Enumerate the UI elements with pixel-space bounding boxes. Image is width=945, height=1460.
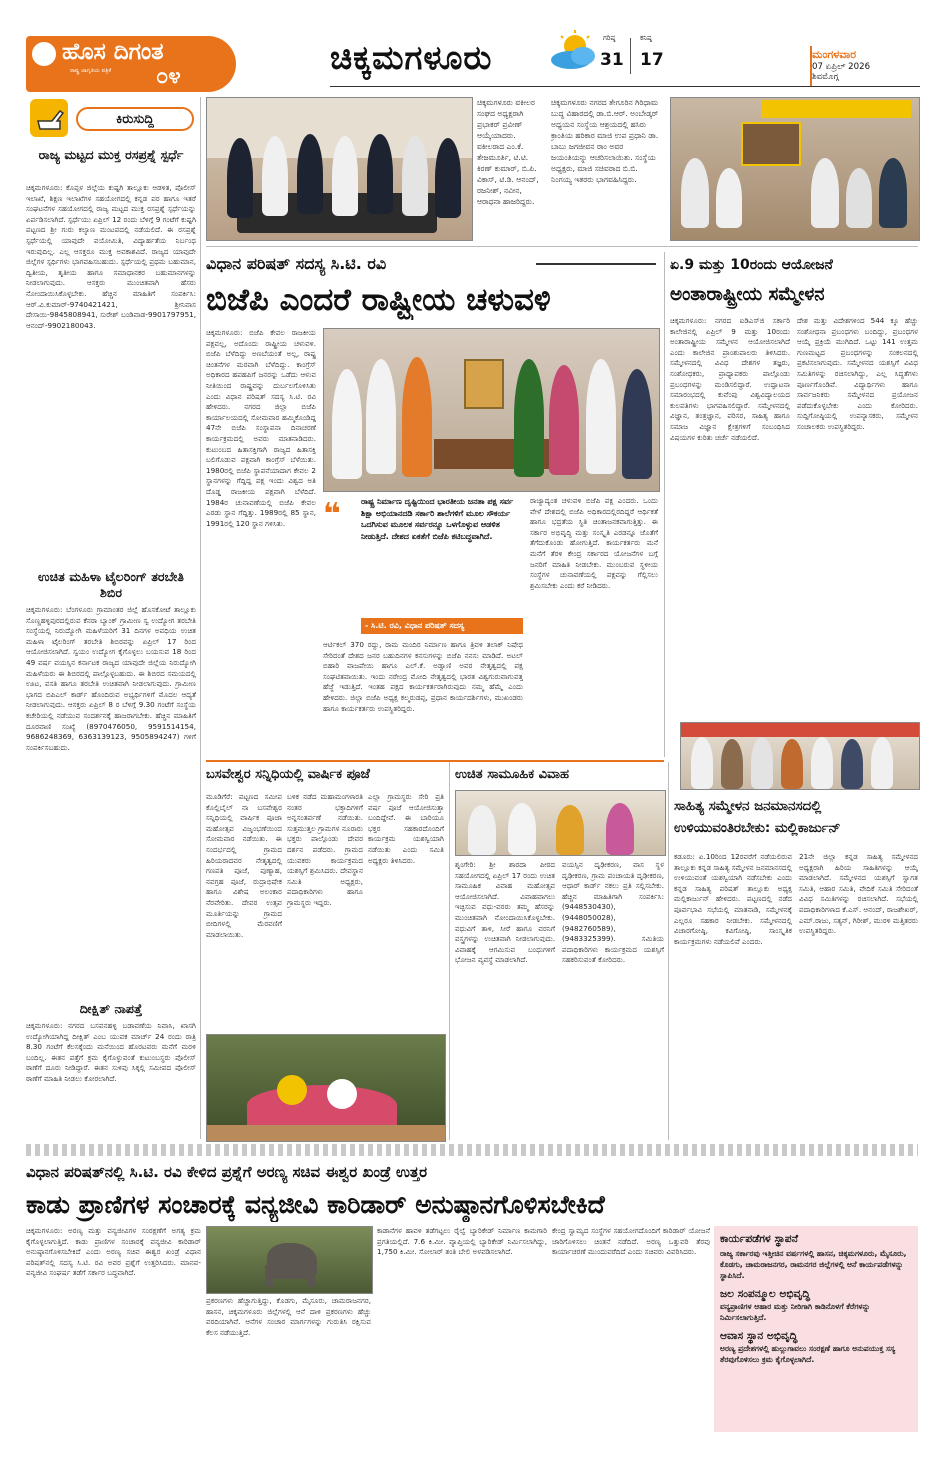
photo-caption: ಚಿಕ್ಕಮಗಳೂರು ನಗರದ ತೇಗೂರಿನ ಗಿರಿಧಾಮ ಬುದ್ಧ ವಿಹಾರದಲ್ಲಿ ಡಾ.ಬಿ.ಆರ್. ಅಂಬೇಡ್ಕರ್ ಅಧ್ಯಯನ ಸಂಸ್ಥೆಯ ಆಶ್ರಯದಲ್ಲಿ ಹಸಿರು ಕ್ರಾಂತಿಯ ಹರಿಕಾರ ಮಾಜಿ ಉಪ ಪ್ರಧಾನಿ ಡಾ. ಬಾಬು ಜಗಜೀವನ ರಾಂ ಅವರ ಜಯಂತಿಯನ್ನು ಆಚರಿಸಲಾಯಿತು. ಸಂಸ್ಥೆಯ ಅಧ್ಯಕ್ಷರು, ಮಾಜಿ ಸಚಿವರಾದ ಬಿ.ಬಿ. ನಿಂಗಯ್ಯ ಇತರರು ಭಾಗವಹಿಸಿದ್ದರು. [551, 98, 659, 184]
basaveshwara-headline: ಬಸವೇಶ್ವರ ಸನ್ನಿಧಿಯಲ್ಲಿ ವಾರ್ಷಿಕ ಪೂಜೆ [206, 767, 370, 782]
karyapade-box [714, 1226, 918, 1432]
section-band [26, 1144, 918, 1156]
lead-headline: ಬಿಜೆಪಿ ಎಂದರೆ ರಾಷ್ಟ್ರೀಯ ಚಳುವಳಿ [206, 282, 551, 318]
column-divider [664, 252, 665, 757]
city-title: ಚಿಕ್ಕಮಗಳೂರು [330, 38, 493, 77]
story-body: ಚಿಕ್ಕಮಗಳೂರು: ಕೊಪ್ಪಳ ಜಿಲ್ಲೆಯ ಕುಷ್ಟಗಿ ತಾಲ್ಲೂಕು ಆಡಳಿತ, ಪೊಲೀಸ್ ಇಲಾಖೆ, ಶಿಕ್ಷಣ ಇಲಾಖೆಗಳ ಸಹಯೋಗದಲ್ಲಿ ಕನ್ನಡ ಪರ ಹಾಗೂ ಇತರೆ ಸಂಘಟನೆಗಳ ಸಹಯೋಗದಲ್ಲಿ ರಾಜ್ಯ ಮಟ್ಟದ ಮುಕ್ತ ರಸಪ್ರಶ್ನೆ ಸ್ಪರ್ಧೆಯನ್ನು ಏರ್ಪಡಿಸಲಾಗಿದೆ. ಸ್ಪರ್ಧೆಯು ಏಪ್ರಿಲ್ 12 ರಂದು ಬೆಳಿಗ್ಗೆ 9 ಗಂಟೆಗೆ ಕುಷ್ಟಗಿ ಪಟ್ಟಣದ ಶ್ರೀ ಗುರು ಕಲ್ಯಾಣ ಮಂಟಪದಲ್ಲಿ ನಡೆಯಲಿದೆ. ಈ ರಸಪ್ರಶ್ನೆ ಸ್ಪರ್ಧೆಯಲ್ಲಿ ಯಾವುದೇ ವಯೋಮಿತಿ, ವಿದ್ಯಾರ್ಹತೆಯ ನಿರ್ಬಂಧ ಇರುವುದಿಲ್ಲ. ಎಲ್ಲ ಆಸಕ್ತರೂ ಮುಕ್ತ ಅವಕಾಶವಿದೆ. ರಾಜ್ಯದ ಯಾವುದೇ ಜಿಲ್ಲೆಗಳ ಸ್ಪರ್ಧಿಗಳು ಭಾಗವಹಿಸಬಹುದು. ಸ್ಪರ್ಧೆಯಲ್ಲಿ ಪ್ರಥಮ ಬಹುಮಾನ, ದ್ವಿತೀಯ, ತೃತೀಯ ಹಾಗೂ ಸಮಾಧಾನಕರ ಬಹುಮಾನಗಳನ್ನು ನೀಡಲಾಗುವುದು. ಆಸಕ್ತರು ಮುಂಚಿತವಾಗಿ ಹೆಸರು ನೋಂದಾಯಿಸಿಕೊಳ್ಳಬೇಕು. ಹೆಚ್ಚಿನ ಮಾಹಿತಿಗೆ ಸಂಪರ್ಕಿಸಿ: ಆರ್.ವಿ.ಕುಮಾರ್-9740421421, ಶ್ರೀನಿವಾಸ ದೇಸಾಯಿ-9845808941, ಸುರೇಶ್ ಬಂಡಿವಾಡ-9901797951, ಆನಂದ್-9902180043. [26, 183, 196, 330]
pointing-hand-icon [30, 99, 68, 137]
seminar-headline: ಅಂತಾರಾಷ್ಟ್ರೀಯ ಸಮ್ಮೇಳನ [670, 284, 825, 305]
marriage-press-photo [455, 790, 666, 856]
forest-kicker: ವಿಧಾನ ಪರಿಷತ್‌ನಲ್ಲಿ ಸಿ.ಟಿ. ರವಿ ಕೇಳಿದ ಪ್ರಶ್ನೆಗೆ ಅರಣ್ಯ ಸಚಿವ ಈಶ್ವರ ಖಂಡ್ರೆ ಉತ್ತರ [26, 1163, 428, 1181]
section-rule [206, 246, 918, 247]
sahitya-headline: ಸಾಹಿತ್ಯ ಸಮ್ಮೇಳನ ಜನಮಾನಸದಲ್ಲಿ ಉಳಿಯುವಂತಿರಬೇಕು: ಮಲ್ಲಿಕಾರ್ಜುನ್ [674, 799, 841, 836]
story-title: ರಾಜ್ಯ ಮಟ್ಟದ ಮುಕ್ತ ರಸಪ್ರಶ್ನೆ ಸ್ಪರ್ಧೆ [38, 147, 184, 162]
kirusuddi-column [26, 97, 196, 1139]
photo-caption: ಚಿಕ್ಕಮಗಳೂರು ವಕೀಲರ ಸಂಘದ ಅಧ್ಯಕ್ಷರಾಗಿ ಪ್ರಭಾಕರ್ ಪ್ರವೀಣ್ ಆಯ್ಕೆಯಾದರು. ವಕೀಲರಾದ ಎಂ.ಕೆ. ತೇಜಮೂರ್ತಿ, ಟಿ.ಟಿ. ಕಿರಣ್ ಕುಮಾರ್, ಬಿ.ಪಿ. ವಿಕಾಸ್, ಟಿ.ಡಿ. ಆನಂದ್, ರಜನೀಶ್, ನವೀನ, ಆರಾಧನಾ ಹಾಜರಿದ್ದರು. [477, 98, 539, 206]
lead-column-3: ರಾಜ್ಯಾದ್ಯಂತ ಚಳುವಳಿ ಬಿಜೆಪಿ ಪಕ್ಷ ಎಂದರು. ಒಂದು ವೇಳೆ ದೇಶದಲ್ಲಿ ಬಿಜೆಪಿ ಅಧಿಕಾರದಲ್ಲಿರದಿದ್ದರೆ ಆರ್ಥಿಕತೆ ಹಾಗೂ ಭದ್ರತೆಯ ಸ್ಥಿತಿ ಚಿಂತಾಜನಕವಾಗುತ್ತಿತ್ತು. ಈ ಸರ್ಕಾರ ಅಭಿವೃದ್ಧಿ ಮತ್ತು ಸಂಸ್ಕೃತಿ ಎರಡನ್ನೂ ಜೊತೆಗೆ ತೆಗೆದುಕೊಂಡು ಹೋಗುತ್ತಿದೆ. ಕಾರ್ಯಕರ್ತರು ಮನೆ ಮನೆಗೆ ತೆರಳಿ ಕೇಂದ್ರ ಸರ್ಕಾರದ ಯೋಜನೆಗಳ ಬಗ್ಗೆ ಜನರಿಗೆ ಮಾಹಿತಿ ನೀಡಬೇಕು. ಮುಂಬರುವ ಸ್ಥಳೀಯ ಸಂಸ್ಥೆಗಳ ಚುನಾವಣೆಯಲ್ಲಿ ಪಕ್ಷವನ್ನು ಗೆಲ್ಲಿಸಲು ಶ್ರಮಿಸಬೇಕು ಎಂದು ಕರೆ ನೀಡಿದರು. [530, 496, 658, 590]
pull-quote [323, 496, 523, 636]
temp-min: 17 [640, 50, 664, 70]
elephant-photo [206, 1226, 373, 1294]
weather-icon [545, 30, 605, 74]
karyapade-sub1-title: ಜಲ ಸಂಪನ್ಮೂಲ ಅಭಿವೃದ್ಧಿ [720, 1288, 810, 1300]
seminar-column-1: ಚಿಕ್ಕಮಗಳೂರು: ನಗರದ ಐಡಿಎಸ್‌ಜಿ ಸರ್ಕಾರಿ ಕಾಲೇಜಿನಲ್ಲಿ ಏಪ್ರಿಲ್ 9 ಮತ್ತು 10ರಂದು ಅಂತಾರಾಷ್ಟ್ರೀಯ ಸಮ್ಮೇಳನ ಆಯೋಜಿಸಲಾಗಿದೆ ಎಂದು ಕಾಲೇಜಿನ ಪ್ರಾಂಶುಪಾಲರು ತಿಳಿಸಿದರು. ಸಮ್ಮೇಳನದಲ್ಲಿ ವಿವಿಧ ದೇಶಗಳ ತಜ್ಞರು, ಸಂಶೋಧಕರು, ಪ್ರಾಧ್ಯಾಪಕರು ಪಾಲ್ಗೊಂಡು ಪ್ರಬಂಧಗಳನ್ನು ಮಂಡಿಸಲಿದ್ದಾರೆ. ಉದ್ಘಾಟನಾ ಸಮಾರಂಭದಲ್ಲಿ ಕುವೆಂಪು ವಿಶ್ವವಿದ್ಯಾಲಯದ ಕುಲಪತಿಗಳು ಭಾಗವಹಿಸಲಿದ್ದಾರೆ. ಸಮ್ಮೇಳನದಲ್ಲಿ ವಿಜ್ಞಾನ, ತಂತ್ರಜ್ಞಾನ, ಪರಿಸರ, ಸಾಹಿತ್ಯ ಹಾಗೂ ಸಮಾಜ ವಿಜ್ಞಾನ ಕ್ಷೇತ್ರಗಳಿಗೆ ಸಂಬಂಧಿಸಿದ ವಿಷಯಗಳ ಕುರಿತು ಚರ್ಚೆ ನಡೆಯಲಿದೆ. [670, 316, 790, 442]
quote-mark-icon: ❝ [323, 497, 341, 532]
basaveshwara-column-2: ಬಳಿಕ ನಡೆದ ಮಹಾಮಂಗಳಾರತಿ ನಂತರ ಭಕ್ತಾದಿಗಳಿಗೆ ಅನ್ನಸಂತರ್ಪಣೆ ನಡೆಯಿತು. ಸುತ್ತಮುತ್ತಲ ಗ್ರಾಮಗಳ ನೂರಾರು ಭಕ್ತರು ಪಾಲ್ಗೊಂಡು ದೇವರ ದರ್ಶನ ಪಡೆದರು. ಗ್ರಾಮದ ಯುವಕರು ಕಾರ್ಯಕ್ರಮದ ಯಶಸ್ಸಿಗೆ ಶ್ರಮಿಸಿದರು. ದೇವಸ್ಥಾನ ಸಮಿತಿ ಅಧ್ಯಕ್ಷರು, ಪದಾಧಿಕಾರಿಗಳು ಹಾಗೂ ಗ್ರಾಮಸ್ಥರು ಇದ್ದರು. [287, 792, 363, 907]
lawyers-association-photo [206, 97, 473, 241]
karyapade-body: ರಾಜ್ಯ ಸರ್ಕಾರವು ಇತ್ತೀಚಿನ ವರ್ಷಗಳಲ್ಲಿ ಹಾಸನ, ಚಿಕ್ಕಮಗಳೂರು, ಮೈಸೂರು, ಕೊಡಗು, ಚಾಮರಾಜನಗರ, ರಾಮನಗರ ಜಿಲ್ಲೆಗಳಲ್ಲಿ ಆನೆ ಕಾರ್ಯಪಡೆಗಳನ್ನು ಸ್ಥಾಪಿಸಿದೆ. [720, 1249, 907, 1280]
column-divider [200, 97, 201, 1139]
karyapade-sub2-title: ಆವಾಸ ಸ್ಥಾನ ಅಭಿವೃದ್ಧಿ [720, 1330, 798, 1342]
basaveshwara-column-1: ಮೂಡಿಗೆರೆ: ಪಟ್ಟಣದ ಸಮೀಪ ಕೊಲ್ಲಿಬೈಲ್ ನಾ ಬಸವೇಶ್ವರ ಸನ್ನಿಧಿಯಲ್ಲಿ ವಾರ್ಷಿಕ ಪೂಜಾ ಮಹೋತ್ಸವ ವಿಜೃಂಭಣೆಯಿಂದ ಸೋಮವಾರ ನಡೆಯಿತು. ಈ ಸಂದರ್ಭದಲ್ಲಿ ಗ್ರಾಮದ ಹಿರಿಯರಾದವರ ನೇತೃತ್ವದಲ್ಲಿ ಗಣಪತಿ ಪೂಜೆ, ಪುಣ್ಯಾಹ, ನವಗ್ರಹ ಪೂಜೆ, ರುದ್ರಾಭಿಷೇಕ ಹಾಗೂ ವಿಶೇಷ ಅಲಂಕಾರ ನೆರವೇರಿತು. ದೇವರ ಉತ್ಸವ ಮೂರ್ತಿಯನ್ನು ಗ್ರಾಮದ ಬೀದಿಗಳಲ್ಲಿ ಮೆರವಣಿಗೆ ಮಾಡಲಾಯಿತು. [206, 792, 282, 939]
karyapade-sub2-body: ಅರಣ್ಯ ಪ್ರದೇಶಗಳಲ್ಲಿ ಹುಲ್ಲುಗಾವಲು ಸಂರಕ್ಷಣೆ ಹಾಗೂ ಅನುಪಯುಕ್ತ ಸಸ್ಯ ತೆರವುಗೊಳಿಸಲು ಕ್ರಮ ಕೈಗೊಳ್ಳಲಾಗಿದೆ. [720, 1344, 896, 1364]
seminar-column-2: ದೇಶ ಮತ್ತು ವಿದೇಶಗಳಿಂದ 544 ಕ್ಕೂ ಹೆಚ್ಚು ಸಂಶೋಧನಾ ಪ್ರಬಂಧಗಳು ಬಂದಿದ್ದು, ಪ್ರಬಂಧಗಳ ಆಯ್ಕೆ ಪ್ರಕ್ರಿಯೆ ಮುಗಿದಿದೆ. ಒಟ್ಟು 141 ಉತ್ತಮ ಗುಣಮಟ್ಟದ ಪ್ರಬಂಧಗಳನ್ನು ಸಂಕಲನದಲ್ಲಿ ಪ್ರಕಟಿಸಲಾಗುವುದು. ಸಮ್ಮೇಳನದ ಯಶಸ್ಸಿಗೆ ವಿವಿಧ ಸಮಿತಿಗಳನ್ನು ರಚಿಸಲಾಗಿದ್ದು, ಎಲ್ಲ ಸಿದ್ಧತೆಗಳು ಪೂರ್ಣಗೊಂಡಿವೆ. ವಿದ್ಯಾರ್ಥಿಗಳು ಹಾಗೂ ಸಾರ್ವಜನಿಕರು ಸಮ್ಮೇಳನದ ಪ್ರಯೋಜನ ಪಡೆದುಕೊಳ್ಳಬೇಕು ಎಂದು ಕೋರಿದರು. ಸುದ್ದಿಗೋಷ್ಠಿಯಲ್ಲಿ ಉಪನ್ಯಾಸಕರು, ಸಮ್ಮೇಳನ ಸಂಚಾಲಕರು ಉಪಸ್ಥಿತರಿದ್ದರು. [797, 316, 918, 431]
basaveshwara-column-3: ಎಲ್ಲಾ ಗ್ರಾಮಸ್ಥರು ಸೇರಿ ಪ್ರತಿ ವರ್ಷ ಪೂಜೆ ಆಯೋಜಿಸುತ್ತಾ ಬಂದಿದ್ದೇವೆ. ಈ ಬಾರಿಯೂ ಭಕ್ತರ ಸಹಕಾರದೊಂದಿಗೆ ಕಾರ್ಯಕ್ರಮ ಯಶಸ್ವಿಯಾಗಿ ನಡೆಯಿತು ಎಂದು ಸಮಿತಿ ಅಧ್ಯಕ್ಷರು ತಿಳಿಸಿದರು. [368, 792, 444, 865]
forest-column-1: ಚಿಕ್ಕಮಗಳೂರು: ಅರಣ್ಯ ಮತ್ತು ವನ್ಯಜೀವಿಗಳ ಸಂರಕ್ಷಣೆಗೆ ಅಗತ್ಯ ಕ್ರಮ ಕೈಗೊಳ್ಳಲಾಗುತ್ತಿದೆ. ಕಾಡು ಪ್ರಾಣಿಗಳ ಸಂಚಾರಕ್ಕೆ ವನ್ಯಜೀವಿ ಕಾರಿಡಾರ್ ಅನುಷ್ಠಾನಗೊಳಿಸಬೇಕಿದೆ ಎಂದು ಅರಣ್ಯ ಸಚಿವ ಈಶ್ವರ ಖಂಡ್ರೆ ವಿಧಾನ ಪರಿಷತ್‌ನಲ್ಲಿ ಸದಸ್ಯ ಸಿ.ಟಿ. ರವಿ ಅವರ ಪ್ರಶ್ನೆಗೆ ಉತ್ತರಿಸಿದರು. ಮಾನವ-ವನ್ಯಜೀವಿ ಸಂಘರ್ಷ ತಡೆಗೆ ಸರ್ಕಾರ ಬದ್ಧವಾಗಿದೆ. [26, 1226, 201, 1278]
sahitya-column-2: 21ನೇ ಜಿಲ್ಲಾ ಕನ್ನಡ ಸಾಹಿತ್ಯ ಸಮ್ಮೇಳನದ ಅಧ್ಯಕ್ಷರಾಗಿ ಹಿರಿಯ ಸಾಹಿತಿಗಳನ್ನು ಆಯ್ಕೆ ಮಾಡಲಾಗಿದೆ. ಸಮ್ಮೇಳನದ ಯಶಸ್ಸಿಗೆ ಸ್ವಾಗತ ಸಮಿತಿ, ಆಹಾರ ಸಮಿತಿ, ವೇದಿಕೆ ಸಮಿತಿ ಸೇರಿದಂತೆ ವಿವಿಧ ಸಮಿತಿಗಳನ್ನು ರಚಿಸಲಾಗಿದೆ. ಸಭೆಯಲ್ಲಿ ಪದಾಧಿಕಾರಿಗಳಾದ ಕೆ.ಎಸ್. ಆನಂದ್, ರಾಜಶೇಖರ್, ಎಮ್.ರಾಜು, ಸತ್ಯನ್, ಗಿರೀಶ್, ಮುರಳಿ ಮತ್ತಿತರರು ಉಪಸ್ಥಿತರಿದ್ದರು. [799, 852, 918, 936]
kirusuddi-header [26, 97, 196, 143]
lead-column-2: ಆರ್ಟಿಕಲ್ 370 ರದ್ದು, ರಾಮ ಮಂದಿರ ನಿರ್ಮಾಣ ಹಾಗೂ ತ್ರಿವಳಿ ತಲಾಕ್ ನಿಷೇಧ ಸೇರಿದಂತೆ ದೇಶದ ಜನರ ಬಹುದಿನಗಳ ಕನಸುಗಳನ್ನು ಬಿಜೆಪಿ ನನಸು ಮಾಡಿದೆ. ಅಟಲ್ ಬಿಹಾರಿ ವಾಜಪೇಯಿ ಹಾಗೂ ಎಲ್.ಕೆ. ಅಡ್ವಾಣಿ ಅವರ ನೇತೃತ್ವದಲ್ಲಿ ಪಕ್ಷ ಸಂಘಟಿತವಾಯಿತು. ಇಂದು ನರೇಂದ್ರ ಮೋದಿ ನೇತೃತ್ವದಲ್ಲಿ ಭಾರತ ವಿಶ್ವಗುರುವಾಗುವತ್ತ ಹೆಜ್ಜೆ ಇಡುತ್ತಿದೆ. ಇಂತಹ ಪಕ್ಷದ ಕಾರ್ಯಕರ್ತರಾಗಿರುವುದು ನಮ್ಮ ಹೆಮ್ಮೆ ಎಂದು ಹೇಳಿದರು. ಜಿಲ್ಲಾ ಬಿಜೆಪಿ ಅಧ್ಯಕ್ಷ ಕಲ್ಮರುಡಪ್ಪ, ಪ್ರಧಾನ ಕಾರ್ಯದರ್ಶಿಗಳು, ಮುಖಂಡರು ಹಾಗೂ ಕಾರ್ಯಕರ್ತರು ಉಪಸ್ಥಿತರಿದ್ದರು. [323, 640, 523, 713]
temp-max-label: ಗರಿಷ್ಠ [603, 34, 616, 42]
press-meet-photo [680, 722, 920, 790]
karyapade-sub1-body: ವನ್ಯಪ್ರಾಣಿಗಳ ಆಹಾರ ಮತ್ತು ನೀರಿಗಾಗಿ ಕಾಡಿನೊಳಗೆ ಕೆರೆಗಳನ್ನು ನಿರ್ಮಿಸಲಾಗುತ್ತಿದೆ. [720, 1302, 871, 1322]
emblem-icon [32, 42, 56, 66]
brand-logo [26, 36, 236, 92]
temp-min-label: ಕನಿಷ್ಠ [640, 34, 652, 42]
temp-max: 31 [600, 50, 624, 70]
story-body: ಚಿಕ್ಕಮಗಳೂರು: ನಗರದ ಬಸವನಹಳ್ಳಿ ಬಡಾವಣೆಯ ನಿವಾಸಿ, ಖಾಸಗಿ ಉದ್ಯೋಗಿಯಾಗಿದ್ದ ದೀಕ್ಷಿತ್ ಎಂಬ ಯುವಕ ಮಾರ್ಚ್ 24 ರಂದು ರಾತ್ರಿ 8.30 ಗಂಟೆಗೆ ಕೆಲಸಕ್ಕೆಂದು ಮನೆಯಿಂದ ಹೊರಟವರು ಮನೆಗೆ ಮರಳಿ ಬಂದಿಲ್ಲ. ಈತನ ಪತ್ತೆಗೆ ಕ್ರಮ ಕೈಗೊಳ್ಳುವಂತೆ ಕುಟುಂಬಸ್ಥರು ಪೊಲೀಸ್ ಠಾಣೆಗೆ ದೂರು ನೀಡಿದ್ದಾರೆ. ಈತನ ಸುಳಿವು ಸಿಕ್ಕಲ್ಲಿ ಸಮೀಪದ ಪೊಲೀಸ್ ಠಾಣೆಗೆ ಮಾಹಿತಿ ನೀಡಲು ಕೋರಲಾಗಿದೆ. [26, 1021, 196, 1083]
brand-tagline: ರಾಷ್ಟ್ರ ಜಾಗೃತಿಯ ಪತ್ರಿಕೆ [70, 68, 112, 74]
weekday: ಮಂಗಳವಾರ [812, 48, 857, 61]
sahitya-column-1: ಕಡೂರು: ಏ.10ರಿಂದ 12ರವರೆಗೆ ನಡೆಯಲಿರುವ ತಾಲ್ಲೂಕು ಕನ್ನಡ ಸಾಹಿತ್ಯ ಸಮ್ಮೇಳನ ಜನಮಾನಸದಲ್ಲಿ ಉಳಿಯುವಂತೆ ಯಶಸ್ವಿಯಾಗಿ ನಡೆಸಬೇಕು ಎಂದು ಕನ್ನಡ ಸಾಹಿತ್ಯ ಪರಿಷತ್ ತಾಲ್ಲೂಕು ಅಧ್ಯಕ್ಷ ಮಲ್ಲಿಕಾರ್ಜುನ್ ಹೇಳಿದರು. ಪಟ್ಟಣದಲ್ಲಿ ನಡೆದ ಪೂರ್ವಭಾವಿ ಸಭೆಯಲ್ಲಿ ಮಾತನಾಡಿ, ಸಮ್ಮೇಳನಕ್ಕೆ ಎಲ್ಲರೂ ಸಹಕಾರ ನೀಡಬೇಕು. ಸಮ್ಮೇಳನದಲ್ಲಿ ವಿಚಾರಗೋಷ್ಠಿ, ಕವಿಗೋಷ್ಠಿ, ಸಾಂಸ್ಕೃತಿಕ ಕಾರ್ಯಕ್ರಮಗಳು ನಡೆಯಲಿವೆ ಎಂದರು. [674, 852, 792, 946]
forest-headline: ಕಾಡು ಪ್ರಾಣಿಗಳ ಸಂಚಾರಕ್ಕೆ ವನ್ಯಜೀವಿ ಕಾರಿಡಾರ್ ಅನುಷ್ಠಾನಗೊಳಿಸಬೇಕಿದೆ [26, 1190, 605, 1219]
kirusuddi-label: ಕಿರುಸುದ್ದಿ [76, 107, 194, 131]
seminar-kicker: ಏ.9 ಮತ್ತು 10ರಂದು ಆಯೋಜನೆ [670, 257, 833, 273]
column-divider [668, 762, 669, 1140]
column-divider [449, 762, 450, 1140]
brand-name: ಹೊಸ ದಿಗಂತ [62, 39, 164, 65]
bjp-event-photo [323, 328, 660, 492]
section-rule [206, 760, 664, 762]
temple-pooja-photo [206, 1034, 446, 1142]
story-title: ಉಚಿತ ಮಹಿಳಾ ಟೈಲರಿಂಗ್ ತರಬೇತಿ ಶಿಬಿರ [38, 569, 184, 600]
forest-column-2: ಪ್ರಕರಣಗಳು ಹೆಚ್ಚಾಗುತ್ತಿದ್ದು, ಕೊಡಗು, ಮೈಸೂರು, ಚಾಮರಾಜನಗರ, ಹಾಸನ, ಚಿಕ್ಕಮಗಳೂರು ಜಿಲ್ಲೆಗಳಲ್ಲಿ ಆನೆ ದಾಳಿ ಪ್ರಕರಣಗಳು ಹೆಚ್ಚು ವರದಿಯಾಗಿವೆ. ಆನೆಗಳ ಸಂಚಾರ ಮಾರ್ಗಗಳನ್ನು ಗುರುತಿಸಿ ರಕ್ಷಿಸುವ ಕೆಲಸ ನಡೆಯುತ್ತಿದೆ. [206, 1296, 371, 1337]
masthead-rule [330, 86, 920, 87]
quote-attribution: - ಸಿ.ಟಿ. ರವಿ, ವಿಧಾನ ಪರಿಷತ್ ಸದಸ್ಯ [361, 618, 523, 634]
lead-kicker: ವಿಧಾನ ಪರಿಷತ್ ಸದಸ್ಯ ಸಿ.ಟಿ. ರವಿ [206, 254, 387, 273]
forest-column-3: ಕಾಡಾನೆಗಳ ಹಾವಳಿ ತಡೆಗಟ್ಟಲು ರೈಲ್ವೆ ಬ್ಯಾರಿಕೇಡ್ ನಿರ್ಮಾಣ ಕಾಮಗಾರಿ ಪ್ರಗತಿಯಲ್ಲಿದೆ. 7.6 ಕಿ.ಮೀ. ವ್ಯಾಪ್ತಿಯಲ್ಲಿ ಬ್ಯಾರಿಕೇಡ್ ನಿರ್ಮಿಸಲಾಗಿದ್ದು, 1,750 ಕಿ.ಮೀ. ಸೋಲಾರ್ ತಂತಿ ಬೇಲಿ ಅಳವಡಿಸಲಾಗಿದೆ. [377, 1226, 547, 1257]
karyapade-title: ಕಾರ್ಯಪಡೆಗಳ ಸ್ಥಾಪನೆ [720, 1233, 799, 1245]
temp-divider [630, 38, 631, 74]
quote-text: ರಾಷ್ಟ್ರ ನಿರ್ಮಾಣ ದೃಷ್ಟಿಯಿಂದ ಭಾರತೀಯ ಜನತಾ ಪಕ್ಷ ಸರ್ವ ಶಿಕ್ಷಾ ಅಭಿಯಾನದಡಿ ಸರ್ಕಾರಿ ಶಾಲೆಗಳಿಗೆ ಮೂಲ ಸೌಕರ್ಯ ಒದಗಿಸುವ ಮೂಲಕ ಸರ್ವರನ್ನೂ ಒಳಗೊಳ್ಳುವ ಆಡಳಿತ ನೀಡುತ್ತಿದೆ. ದೇಶದ ಏಕತೆಗೆ ಬಿಜೆಪಿ ಕಟಿಬದ್ಧವಾಗಿದೆ. [361, 497, 514, 541]
date-block [812, 48, 922, 82]
kicker-rule [536, 263, 656, 265]
issue-date: 07 ಏಪ್ರಿಲ್ 2026 [812, 62, 871, 72]
marriage-column-2: ವಯಸ್ಸಿನ ದೃಢೀಕರಣ, ವಾಸ ಸ್ಥಳ ದೃಢೀಕರಣ, ಗ್ರಾಮ ಪಂಚಾಯತಿ ದೃಢೀಕರಣ, ಆಧಾರ್ ಕಾರ್ಡ್ ನಕಲು ಪ್ರತಿ ಸಲ್ಲಿಸಬೇಕು. ಹೆಚ್ಚಿನ ಮಾಹಿತಿಗಾಗಿ ಸಂಪರ್ಕಿಸಿ: (9448530430), (9448050028), (9482760589), (9483325399). ಸಮಿತಿಯ ಪದಾಧಿಕಾರಿಗಳು ಕಾರ್ಯಕ್ರಮದ ಯಶಸ್ಸಿಗೆ ಸಹಕರಿಸುವಂತೆ ಕೋರಿದರು. [562, 860, 664, 965]
lead-kicker-row [206, 252, 656, 278]
marriage-column-1: ಶೃಂಗೇರಿ: ಶ್ರೀ ಶಾರದಾ ಪೀಠದ ಸಹಯೋಗದಲ್ಲಿ ಏಪ್ರಿಲ್ 17 ರಂದು ಉಚಿತ ಸಾಮೂಹಿಕ ವಿವಾಹ ಮಹೋತ್ಸವ ಆಯೋಜಿಸಲಾಗಿದೆ. ವಿವಾಹವಾಗಲು ಇಚ್ಛಿಸುವ ವಧು-ವರರು ತಮ್ಮ ಹೆಸರನ್ನು ಮುಂಚಿತವಾಗಿ ನೋಂದಾಯಿಸಿಕೊಳ್ಳಬೇಕು. ವಧುವಿಗೆ ತಾಳಿ, ಸೀರೆ ಹಾಗೂ ವರನಿಗೆ ವಸ್ತ್ರಗಳನ್ನು ಉಚಿತವಾಗಿ ನೀಡಲಾಗುವುದು. ವಿವಾಹಕ್ಕೆ ಆಗಮಿಸುವ ಬಂಧುಗಳಿಗೆ ಭೋಜನ ವ್ಯವಸ್ಥೆ ಮಾಡಲಾಗಿದೆ. [455, 860, 555, 965]
page-number: ೦೪ [156, 64, 181, 89]
marriage-headline: ಉಚಿತ ಸಾಮೂಹಿಕ ವಿವಾಹ [455, 767, 569, 782]
forest-column-4: ಕೇಂದ್ರ ಸ್ವಾಮ್ಯದ ಸಂಸ್ಥೆಗಳ ಸಹಯೋಗದೊಂದಿಗೆ ಕಾರಿಡಾರ್ ಯೋಜನೆ ಜಾರಿಗೊಳಿಸಲು ಚಿಂತನೆ ನಡೆದಿದೆ. ಅರಣ್ಯ ಒತ್ತುವರಿ ತೆರವು ಕಾರ್ಯಾಚರಣೆ ಮುಂದುವರೆದಿದೆ ಎಂದು ಸಚಿವರು ವಿವರಿಸಿದರು. [552, 1226, 710, 1257]
story-body: ಚಿಕ್ಕಮಗಳೂರು: ಬೆಂಗಳೂರು ಗ್ರಾಮಾಂತರ ಜಿಲ್ಲೆ ಹೊಸಕೋಟೆ ತಾಲ್ಲೂಕು ಸೊಣ್ಣಹಳ್ಳಿಪುರದಲ್ಲಿರುವ ಕೆನರಾ ಬ್ಯಾಂಕ್ ಗ್ರಾಮೀಣ ಸ್ವ ಉದ್ಯೋಗ ತರಬೇತಿ ಸಂಸ್ಥೆಯಲ್ಲಿ ನಿರುದ್ಯೋಗಿ ಮಹಿಳೆಯರಿಗೆ 31 ದಿನಗಳ ಅವಧಿಯ ಉಚಿತ ಮಹಿಳಾ ಟೈಲರಿಂಗ್ ತರಬೇತಿ ಶಿಬಿರವನ್ನು ಏಪ್ರಿಲ್ 17 ರಿಂದ ಆಯೋಜಿಸಲಾಗಿದೆ. ಸ್ವಯಂ ಉದ್ಯೋಗ ಕೈಗೊಳ್ಳಲು ಬಯಸುವ 18 ರಿಂದ 49 ವರ್ಷ ವಯಸ್ಸಿನ ಕರ್ನಾಟಕ ರಾಜ್ಯದ ಯಾವುದೇ ಜಿಲ್ಲೆಯ ನಿರುದ್ಯೋಗಿ ಮಹಿಳೆಯರು ಈ ಶಿಬಿರದಲ್ಲಿ ಪಾಲ್ಗೊಳ್ಳಬಹುದು. ಈ ಶಿಬಿರದ ಸಮಯದಲ್ಲಿ ಊಟ, ವಸತಿ ಹಾಗೂ ತರಬೇತಿ ಉಚಿತವಾಗಿ ನೀಡಲಾಗುವುದು. ಗ್ರಾಮೀಣ ಭಾಗದ ಬಿಪಿಎಲ್ ಕಾರ್ಡ್ ಹೊಂದಿರುವ ಅಭ್ಯರ್ಥಿಗಳಿಗೆ ಮೊದಲ ಆದ್ಯತೆ ನೀಡಲಾಗುವುದು. ಆಸಕ್ತರು ಏಪ್ರಿಲ್ 8 ರ ಬೆಳಿಗ್ಗೆ 9.30 ಗಂಟೆಗೆ ಸಂಸ್ಥೆಯ ಕಚೇರಿಯಲ್ಲಿ ನಡೆಯುವ ಸಂದರ್ಶನಕ್ಕೆ ಹಾಜರಾಗಬೇಕು. ಹೆಚ್ಚಿನ ಮಾಹಿತಿಗೆ ದೂರವಾಣಿ ಸಂಖ್ಯೆ (8970476050, 9591514154, 9686248369, 6363139123, 9505894247) ಗಳಿಗೆ ಸಂಪರ್ಕಿಸಬಹುದು. [26, 605, 196, 752]
lead-column-1: ಚಿಕ್ಕಮಗಳೂರು: ಬಿಜೆಪಿ ಕೇವಲ ರಾಜಕೀಯ ಪಕ್ಷವಲ್ಲ, ಅದೊಂದು ರಾಷ್ಟ್ರೀಯ ಚಳುವಳಿ. ಬಿಜೆಪಿ ಬೆಳೆದಿದ್ದು ಅಣಬೆಯಂತೆ ಅಲ್ಲ, ರಾಷ್ಟ್ರ ಚಿಂತನೆಗಳ ಮರವಾಗಿ ಬೆಳೆದಿದ್ದು. ಕಾಂಗ್ರೆಸ್ ಅಧಿಕಾರದ ಹಪಹಪಿಗೆ ಜನರನ್ನು ಒಡೆದು ಆಳುವ ನೀತಿಯಿಂದ ರಾಷ್ಟ್ರವನ್ನು ದುರ್ಬಲಗೊಳಿಸಿತು ಎಂದು ವಿಧಾನ ಪರಿಷತ್ ಸದಸ್ಯ ಸಿ.ಟಿ. ರವಿ ಹೇಳಿದರು. ನಗರದ ಜಿಲ್ಲಾ ಬಿಜೆಪಿ ಕಾರ್ಯಾಲಯದಲ್ಲಿ ಸೋಮವಾರ ಹಮ್ಮಿಕೊಂಡಿದ್ದ 47ನೇ ಬಿಜೆಪಿ ಸಂಸ್ಥಾಪನಾ ದಿನಾಚರಣೆ ಕಾರ್ಯಕ್ರಮದಲ್ಲಿ ಅವರು ಮಾತನಾಡಿದರು. ಕುಟುಂಬದ ಹಿತಾಸಕ್ತಿಗಾಗಿ ರಾಜ್ಯದ ಹಿತಾಸಕ್ತಿ ಬಲಿಗೊಡುವ ಪಕ್ಷವಾಗಿ ಕಾಂಗ್ರೆಸ್ ಬೆಳೆಯಿತು. 1980ರಲ್ಲಿ ಬಿಜೆಪಿ ಸ್ಥಾಪನೆಯಾದಾಗ ಕೇವಲ 2 ಸ್ಥಾನಗಳನ್ನು ಗೆದ್ದಿದ್ದ ಪಕ್ಷ ಇಂದು ವಿಶ್ವದ ಅತಿ ದೊಡ್ಡ ರಾಜಕೀಯ ಪಕ್ಷವಾಗಿ ಬೆಳೆದಿದೆ. 1984ರ ಚುನಾವಣೆಯಲ್ಲಿ ಬಿಜೆಪಿ ಕೇವಲ ಎರಡು ಸ್ಥಾನ ಗೆದ್ದಿತ್ತು. 1989ರಲ್ಲಿ 85 ಸ್ಥಾನ, 1991ರಲ್ಲಿ 120 ಸ್ಥಾನ ಗಳಿಸಿತು. [206, 328, 316, 528]
edition-place: ಶಿವಮೊಗ್ಗ [812, 72, 839, 82]
jayanti-event-photo [670, 97, 920, 241]
story-title: ದೀಕ್ಷಿತ್ ನಾಪತ್ತೆ [79, 1001, 143, 1016]
